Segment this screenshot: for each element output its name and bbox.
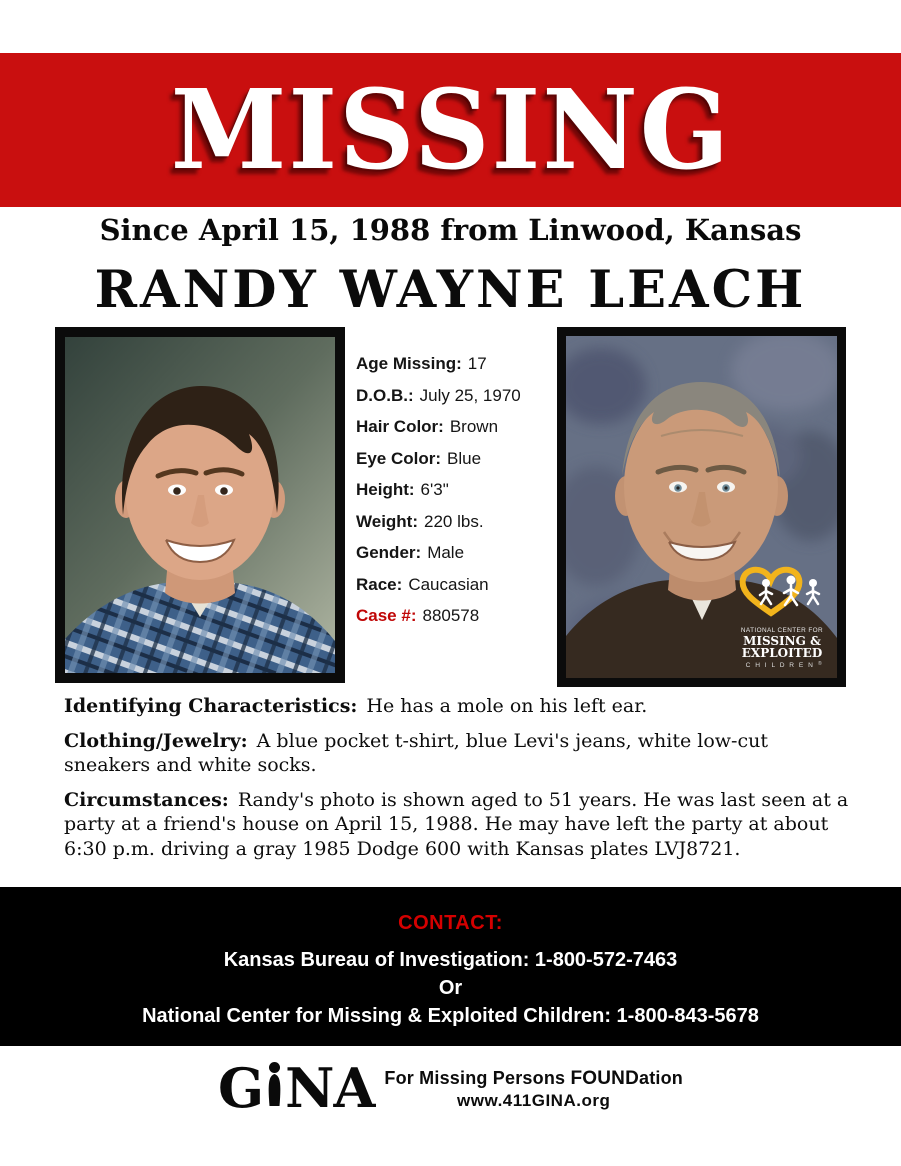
detail-label: Weight: [356, 511, 419, 531]
detail-row-race [356, 575, 556, 595]
contact-line-or: Or [438, 977, 463, 999]
detail-label: Gender: [356, 543, 422, 562]
contact-line-kbi: Kansas Bureau of Investigation: 1-800-572-7463 [223, 949, 678, 971]
paragraph-label: Clothing/Jewelry: [64, 729, 248, 752]
detail-row-weight [356, 512, 556, 532]
clothing-jewelry-paragraph [64, 729, 854, 778]
detail-label: Height: [356, 480, 415, 499]
person-name: RANDY WAYNE LEACH [94, 260, 807, 320]
contact-line-ncmec: National Center for Missing & Exploited Children: 1-800-843-5678 [142, 1005, 759, 1027]
paragraph-text: Randy's photo is shown aged to 51 years. He was last seen at a party at a friend's house on April 15, 1988. He may have left the party at about 6:30 p.m. driving a gray 1985 Dodge 600 with Kansas plates LVJ8721. [64, 788, 849, 860]
detail-label: Case #: [356, 606, 417, 625]
ncmec-line1: NATIONAL CENTER FOR [740, 627, 824, 634]
detail-value: 880578 [422, 606, 480, 625]
gina-tagline [384, 1068, 683, 1090]
gina-tagline-found: FOUND [570, 1068, 639, 1089]
ncmec-line3: EXPLOITED [741, 646, 823, 660]
gina-tagline-pre: For Missing Persons [384, 1068, 571, 1088]
detail-label: D.O.B.: [356, 385, 414, 405]
missing-since-line: Since April 15, 1988 from Linwood, Kansas [99, 213, 802, 247]
detail-row-dob [356, 386, 556, 406]
gina-foundation-logo [0, 1056, 901, 1120]
gina-person-icon [266, 1062, 283, 1109]
ncmec-line4: C H I L D R E N [745, 662, 815, 669]
contact-heading: CONTACT: [398, 912, 503, 934]
circumstances-paragraph [64, 788, 854, 862]
details-list [356, 354, 556, 638]
paragraph-label: Identifying Characteristics: [64, 695, 358, 717]
photo-age-17 [55, 327, 345, 683]
detail-row-gender [356, 543, 556, 563]
gina-letters-na: NA [285, 1056, 375, 1120]
detail-label: Hair Color: [356, 417, 444, 436]
detail-value: Male [427, 543, 465, 562]
poster-title: MISSING [170, 65, 731, 194]
ncmec-registered-mark: ® [818, 661, 822, 667]
detail-value: Brown [449, 417, 499, 436]
detail-value: Blue [447, 448, 482, 468]
gina-url: www.411GINA.org [457, 1091, 611, 1110]
detail-row-case-number [356, 606, 556, 626]
portrait-age-17-illustration [65, 337, 335, 673]
detail-row-age-missing [356, 354, 556, 374]
portrait-age-progressed-illustration [566, 336, 837, 678]
detail-value: 220 lbs. [424, 511, 484, 531]
photo-age-progressed [557, 327, 846, 687]
detail-label: Eye Color: [356, 448, 442, 468]
gina-tagline-post: ation [639, 1068, 683, 1088]
detail-row-eye-color [356, 449, 556, 469]
gina-letter-g: G [218, 1056, 264, 1120]
gina-tagline-block [384, 1068, 683, 1111]
detail-value: Caucasian [408, 574, 489, 594]
paragraph-label: Circumstances: [64, 788, 229, 811]
description-paragraphs [64, 694, 854, 871]
detail-row-hair-color [356, 417, 556, 437]
gina-wordmark [218, 1056, 375, 1120]
missing-banner [0, 53, 901, 207]
detail-label: Race: [356, 574, 403, 594]
detail-value: 17 [467, 354, 487, 373]
detail-row-height [356, 480, 556, 500]
paragraph-text: A blue pocket t-shirt, blue Levi's jeans, white low-cut sneakers and white socks. [64, 729, 768, 776]
detail-value: 6'3" [420, 480, 449, 499]
contact-section [0, 887, 901, 1046]
ncmec-line2: MISSING & [743, 634, 821, 648]
detail-value: July 25, 1970 [419, 385, 521, 405]
identifying-characteristics-paragraph [64, 694, 854, 719]
paragraph-text: He has a mole on his left ear. [366, 695, 648, 717]
detail-label: Age Missing: [356, 354, 462, 373]
